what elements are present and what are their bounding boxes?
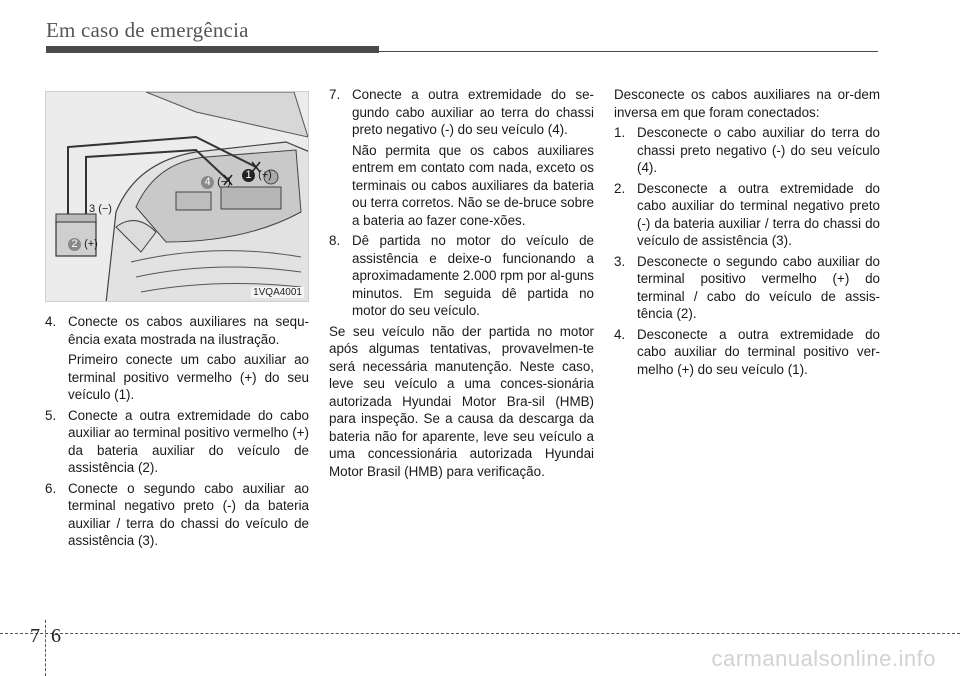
- step-8: 8. Dê partida no motor do veículo de assistência e deixe-o funcionando a aproximadamente 2.000 rpm por al-guns minutos. Em seguida dê partida no motor do seu veículo.: [329, 233, 594, 318]
- footer-dashed-divider: [45, 620, 46, 676]
- footer-dashed-rule: [0, 633, 960, 634]
- disconnect-step-3: 3. Desconecte o segundo cabo auxiliar do terminal positivo vermelho (+) do terminal / cabo do veículo de assis-tência (2).: [614, 253, 880, 321]
- callout-4: 4 (−): [201, 176, 231, 189]
- header-bar: [46, 46, 379, 53]
- step-7-warning: Não permita que os cabos auxiliares entrem em contato com nada, exceto os terminais ou cabos auxiliares da bateria ou terra corretos. Não se de-bruce sobre a bateria ao fazer cone-xões.: [352, 142, 594, 228]
- disconnect-intro: Desconecte os cabos auxiliares na or-dem inversa em que foram conectados:: [614, 87, 880, 120]
- disconnect-step-1: 1. Desconecte o cabo auxiliar do terra do chassi preto negativo (-) do seu veículo (4).: [614, 125, 880, 175]
- column-3: [614, 86, 880, 381]
- car-engine-bay-drawing: [46, 92, 309, 302]
- column-2: [329, 86, 594, 483]
- header-rule: [379, 51, 878, 52]
- step-4: 4. Conecte os cabos auxiliares na sequ-ência exata mostrada na ilustração.: [45, 314, 309, 347]
- step-6: 6. Conecte o segundo cabo auxiliar ao terminal negativo preto (-) da bateria auxiliar / terra do chassi do veículo de assistência (3).: [45, 480, 309, 548]
- callout-1: 1 (+): [242, 169, 272, 182]
- callout-2: 2 (+): [68, 238, 98, 251]
- column-1: [45, 313, 309, 553]
- disconnect-step-4: 4. Desconecte a outra extremidade do cabo auxiliar do terminal positivo ver-melho (+) do seu veículo (1).: [614, 326, 880, 377]
- no-start-paragraph: Se seu veículo não der partida no motor após algumas tentativas, provavelmen-te será necessária manutenção. Neste caso, leve seu veículo a uma conces-sionária autorizada Hyundai Motor Bra-sil (HMB) para inspeção. Se a causa da descarga da bateria não for aparente, leve seu veículo a uma concessionária autorizada Hyundai Motor Brasil (HMB) para verificação.: [329, 323, 594, 479]
- watermark: carmanualsonline.info: [711, 646, 936, 671]
- page-chapter-number: 7: [30, 625, 40, 647]
- jump-start-illustration: [45, 91, 309, 302]
- step-5: 5. Conecte a outra extremidade do cabo auxiliar ao terminal positivo vermelho (+) da bateria auxiliar do veículo de assistência (2).: [45, 407, 309, 475]
- disconnect-step-2: 2. Desconecte a outra extremidade do cabo auxiliar do terminal negativo preto (-) da bateria auxiliar / terra do chassi do veículo de assistência (3).: [614, 180, 880, 248]
- page-number: 6: [51, 625, 61, 647]
- step-7: 7. Conecte a outra extremidade do se-gundo cabo auxiliar ao terra do chassi preto negativo (-) do seu veículo (4).: [329, 87, 594, 137]
- step-4-detail: Primeiro conecte um cabo auxiliar ao terminal positivo vermelho (+) do seu veículo (1).: [68, 352, 309, 402]
- figure-code: 1VQA4001: [253, 287, 302, 298]
- page-header-title: Em caso de emergência: [46, 18, 249, 42]
- callout-3: 3 (−): [89, 203, 112, 215]
